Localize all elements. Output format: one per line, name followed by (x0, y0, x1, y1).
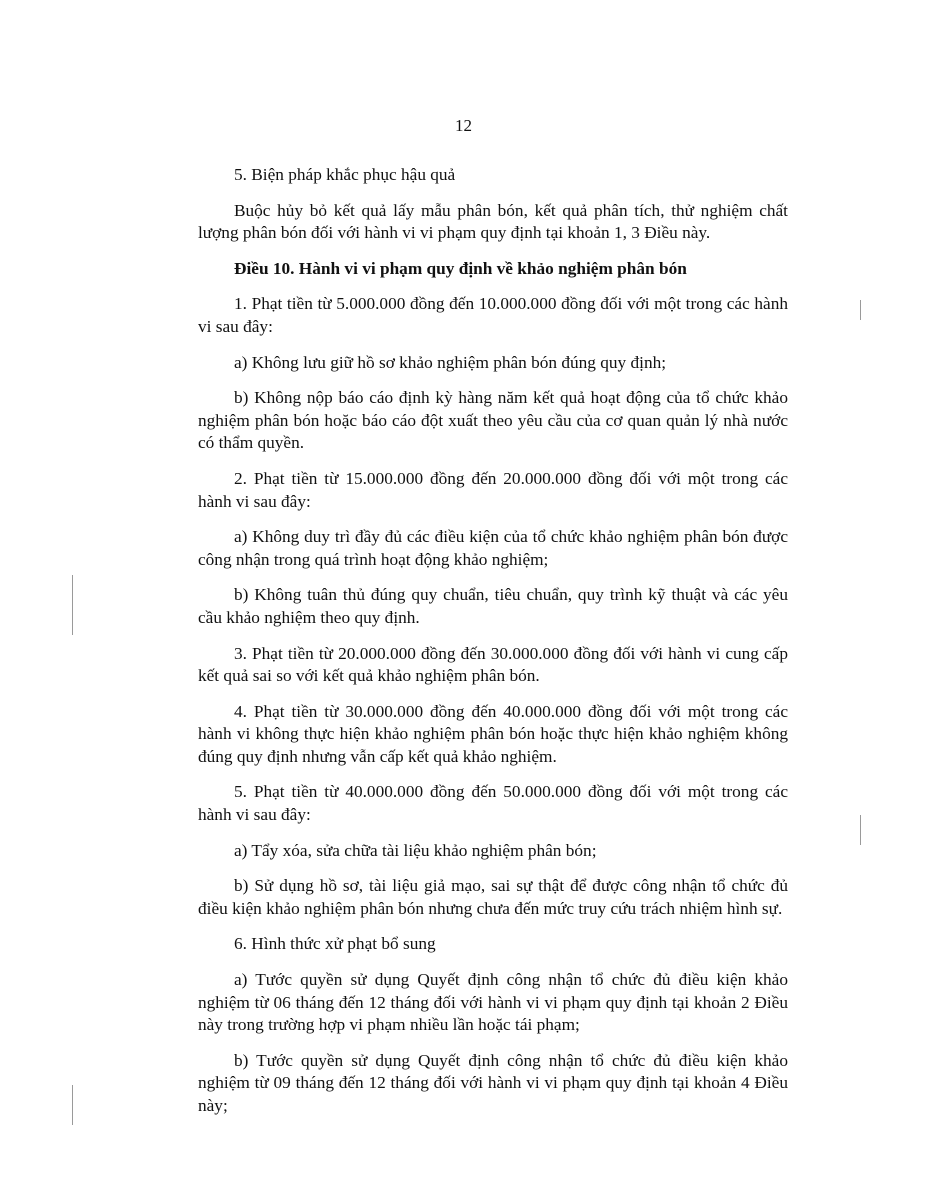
clause-1-b: b) Không nộp báo cáo định kỳ hàng năm kết quả hoạt động của tổ chức khảo nghiệm phân bón hoặc báo cáo đột xuất theo yêu cầu của cơ quan quản lý nhà nước có thẩm quyền. (198, 388, 788, 453)
scan-mark-right-2 (860, 815, 861, 845)
clause-6-a: a) Tước quyền sử dụng Quyết định công nhận tổ chức đủ điều kiện khảo nghiệm từ 06 tháng đến 12 tháng đối với hành vi vi phạm quy định tại khoản 2 Điều này trong trường hợp vi phạm nhiều lần hoặc tái phạm; (198, 970, 788, 1035)
scan-mark-left (72, 575, 73, 635)
clause-5: 5. Phạt tiền từ 40.000.000 đồng đến 50.000.000 đồng đối với một trong các hành vi sau đây: (198, 782, 788, 825)
clause-4: 4. Phạt tiền từ 30.000.000 đồng đến 40.000.000 đồng đối với một trong các hành vi không thực hiện khảo nghiệm phân bón hoặc thực hiện khảo nghiệm không đúng quy định nhưng vẫn cấp kết quả khảo nghiệm. (198, 701, 788, 766)
remedy-text: Buộc hủy bỏ kết quả lấy mẫu phân bón, kết quả phân tích, thử nghiệm chất lượng phân bón đối với hành vi vi phạm quy định tại khoản 1, 3 Điều này. (198, 200, 788, 243)
clause-2-a: a) Không duy trì đầy đủ các điều kiện của tổ chức khảo nghiệm phân bón được công nhận trong quá trình hoạt động khảo nghiệm; (198, 527, 788, 569)
article-10-title: Điều 10. Hành vi vi phạm quy định về khảo nghiệm phân bón (234, 258, 687, 278)
remedy-heading: 5. Biện pháp khắc phục hậu quả (234, 165, 456, 184)
page-number: 12 (455, 116, 472, 135)
clause-1: 1. Phạt tiền từ 5.000.000 đồng đến 10.000.000 đồng đối với một trong các hành vi sau đây: (198, 294, 788, 336)
clause-2: 2. Phạt tiền từ 15.000.000 đồng đến 20.000.000 đồng đối với một trong các hành vi sau đây: (198, 468, 788, 511)
clause-1-a: a) Không lưu giữ hồ sơ khảo nghiệm phân bón đúng quy định; (234, 352, 667, 372)
scan-mark-right (860, 300, 861, 320)
scan-mark-left-2 (72, 1085, 73, 1125)
clause-6: 6. Hình thức xử phạt bổ sung (234, 934, 436, 954)
clause-5-a: a) Tẩy xóa, sửa chữa tài liệu khảo nghiệm phân bón; (234, 840, 597, 860)
document-body (198, 164, 788, 1131)
clause-5-b: b) Sử dụng hồ sơ, tài liệu giả mạo, sai sự thật để được công nhận tổ chức đủ điều kiện khảo nghiệm phân bón nhưng chưa đến mức truy cứu trách nhiệm hình sự. (198, 876, 788, 918)
clause-3: 3. Phạt tiền từ 20.000.000 đồng đến 30.000.000 đồng đối với hành vi cung cấp kết quả sai so với kết quả khảo nghiệm phân bón. (198, 643, 788, 686)
clause-6-b: b) Tước quyền sử dụng Quyết định công nhận tổ chức đủ điều kiện khảo nghiệm từ 09 tháng đến 12 tháng đối với hành vi vi phạm quy định tại khoản 4 Điều này; (198, 1050, 788, 1115)
clause-2-b: b) Không tuân thủ đúng quy chuẩn, tiêu chuẩn, quy trình kỹ thuật và các yêu cầu khảo nghiệm theo quy định. (198, 585, 788, 627)
